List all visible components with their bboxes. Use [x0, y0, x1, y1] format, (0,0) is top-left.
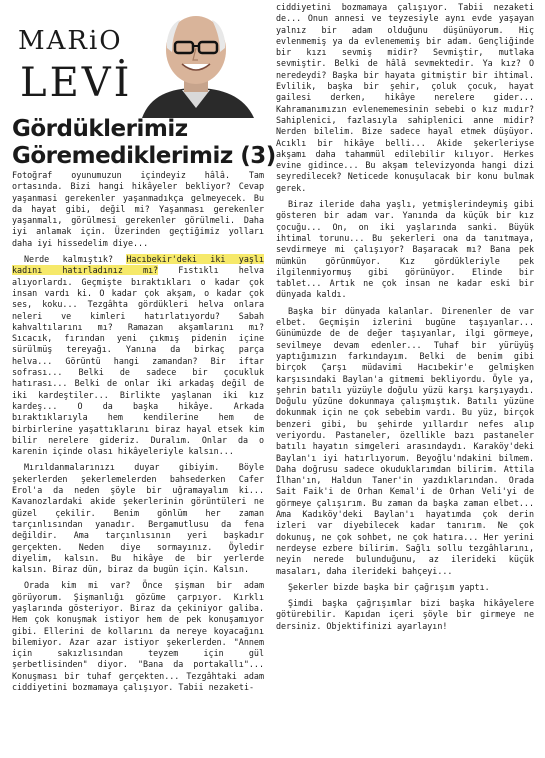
- masthead: [8, 10, 270, 122]
- author-first-name: MARiO: [18, 26, 123, 56]
- paragraph: Orada kim mi var? Önce şişman bir adam görüyorum. Şişmanlığı gözüme çarpıyor. Kırklı yaşlarında gösteriyor. Biraz da çekiniyor galiba. Hem çok konuşmak istiyor hem de pek konuşamıyor gibi. Ellerini de kollarını da nereye koyacağını bilemiyor. Azar azar istiyor şekerlerden. "Annem için sakızlısından teyzem için gül şerbetlisinden" diyor. "Bana da portakallı"... Konuşması bir tuhaf gerçekten... Tezgâhtaki adam ciddiyetini bozmamaya çalışıyor. Tabii nezaketi-: [12, 580, 264, 693]
- paragraph-text: Fıstıklı helva alıyorlardı. Geçmişte bıraktıkları o kadar çok insan vardı ki. O kadar çok akşam, o kadar çok ses, koku... Tezgâhta gördükleri helva onlara neleri ve kimleri hatırlatıyordu? Sabah kahvaltılarını mı? Ramazan akşamlarını mı? Sıcacık, fırından yeni çıkmış pidenin içine sürülmüş tereyağı. Yanına da birkaç parça helva... Görüntü hangi zamandan? Bir iftar sofrası... Belki de sadece bir çocukluk hatırası... Belki de onlar iki arkadaş değil de iki kardeştiler... Birlikte yaşlanan iki kız kardeş... O da başka hikâye. Arkada bıraktıklarıyla hem kendilerine hem de birbirlerine yaşattıklarını biraz hayal etsek kim bilir nerelere gideriz. Duralım. Onlar da o karenin içinde olası hikâyeleriyle kalsın...: [12, 265, 264, 457]
- paragraph: Şekerler bizde başka bir çağrışım yaptı.: [288, 581, 490, 592]
- paragraph: ciddiyetini bozmamaya çalışıyor. Tabii nezaketi de... Onun annesi ve teyzesiyle aynı evde yaşayan yalnız bir adam olduğunu düşünüyorum. Hiç evlenmemiş ya da evlenememiş bir adam. Gençliğinde bir kızı sevmiş midir? Sevmiştir, mutlaka sevmiştir. Belki de hâlâ sevmektedir. Ya kız? O neredeydi? Başka bir hayata gitmiştir bir ihtimal. Evlilik, başka bir şehir, çoluk çocuk, hayat gailesi derken, hikâye nerelere gider... Kahramanımızın evlenememesinin sebebi o kız mıdır? Sahiplenici, fazlasıyla sahiplenici anne midir? Nerden bilelim. Bize sadece hayal etmek düşüyor. Acıklı bir hikâye belli... Akide şekerleriyse akşamı daha tahammül edilebilir kılıyor. Herkes evine gidince... Bu akşam televizyonda hangi dizi seyredilecek? Neticede konuşulacak bir konu bulmak gerek.: [276, 2, 534, 193]
- article-column-right: [276, 2, 534, 754]
- paragraph: Başka bir dünyada kalanlar. Direnenler de var elbet. Geçmişin izlerini bugüne taşıyanlar... Günümüzde de de değer taşıyanlar, ilgi görmeye, sevilmeye devam edenler... Tuhaf bir yürüyüş yaptığımızın farkındayım. Belki de benim gibi birçok Çarşı müdavimi Hacıbekir'e gelmişken karşısındaki Baylan'a gitmemi bekliyordu. Öyle ya, şehrin batılı yüzüyle doğulu yüzü karşı karşıyaydı. Doğulu yüzüne dokunmaya çalışmıştık. Batılı yüzüne dokunmak için ne çok sebebim vardı. Bu yüz, birçok benzeri gibi, bu şehirde yıllardır nefes alıp veriyordu. Pastaneler, özellikle bazı pastaneler batılı hayatın simgeleri arasındaydı. Karaköy'deki Baylan'ı iyi hatırlıyorum. Beyoğlu'ndakini bilmem. Daha doğrusu sadece okuduklarımdan bilirim. Attila İlhan'ın, Haldun Taner'in yazdıklarından. Orada Sait Faik'i de Orhan Kemal'i de Orhan Veli'yi de görmeye çalışırım. Bu zaman da başka zaman elbet... Ama Kadıköy'deki Baylan'ı hayatımda çok derin izleri var diyebilecek kadar tanırım. Ne çok dokunuş, ne çok sohbet, ne çok hatıra... Her yerini nerdeyse ezbere bilirim. Sağlı sollu tezgâhlarını, neyin nerede bulunduğunu, az ilerideki küçük masaları, daha ilerideki bahçeyi...: [276, 305, 534, 576]
- highlighted-text: Hacıbekir'deki iki yaşlı kadını hatırladınız mı?: [12, 254, 264, 276]
- headline-line-2: Göremediklerimiz (3): [12, 143, 276, 169]
- paragraph: Fotoğraf oyunumuzun içindeyiz hâlâ. Tam ortasında. Bizi hangi hikâyeler bekliyor? Cevap yaşanmasi gerekenler yaşanmadıkça gelmeyecek. Bu da hayat gibi, değil mi? Yaşanması gerekenler yaşanmalı, görülmesi gerekenler görülmeli. Daha iyi anlamak için. Üzerinden geçtiğimiz yolları daha iyi hissedelim diye...: [12, 170, 264, 248]
- paragraph: Şimdi başka çağrışımlar bizi başka hikâyelere götürebilir. Kapıdan içeri şöyle bir girmeye ne dersiniz. Objektifinizi ayarlayın!: [276, 598, 534, 631]
- paragraph: Biraz ileride daha yaşlı, yetmişlerindeymiş gibi gösteren bir adam var. Yanında da küçük bir kız çocuğu... On, on iki yaşlarında sanki. Büyük ihtimal torunu... Bu şekerleri ona da tanıtmaya, sevdirmeye mi çalışıyor? Başaracak mı? Bana pek mümkün görünmüyor. Kız gördükleriyle pek ilgilenmiyormuş gibi görünüyor. Elinde bir tablet... Artık ne çok insan ne kadar eski bir dünyada kaldı.: [276, 199, 534, 300]
- article-headline: [12, 116, 276, 170]
- paragraph: Mırıldanmalarınızı duyar gibiyim. Böyle şekerlerden şekerlemelerden bahsederken Cafer Erol'a da neden şöyle bir uğramayalım ki... Kavanozlardaki akide şekerlerinin görüntüleri ne güzel çekilir. Benim gönlüm her zaman tarçınlısından yanadır. Bergamutlusu da fena değildir. Ama tarçınlısının yeri başkadır gerçekten. Neden diye sormayınız. Öyledir diyelim, kalsın. Bu hikâye de bir yerlerde kalsın. Biraz dün, biraz da bugün için. Kalsın.: [12, 462, 264, 575]
- headline-line-1: Gördüklerimiz: [12, 116, 188, 142]
- paragraph: [12, 254, 264, 457]
- article-column-left: [12, 170, 264, 754]
- author-portrait-image: [136, 10, 258, 118]
- paragraph-text: Nerde kalmıştık?: [24, 254, 127, 265]
- author-last-name: LEVİ: [20, 60, 133, 106]
